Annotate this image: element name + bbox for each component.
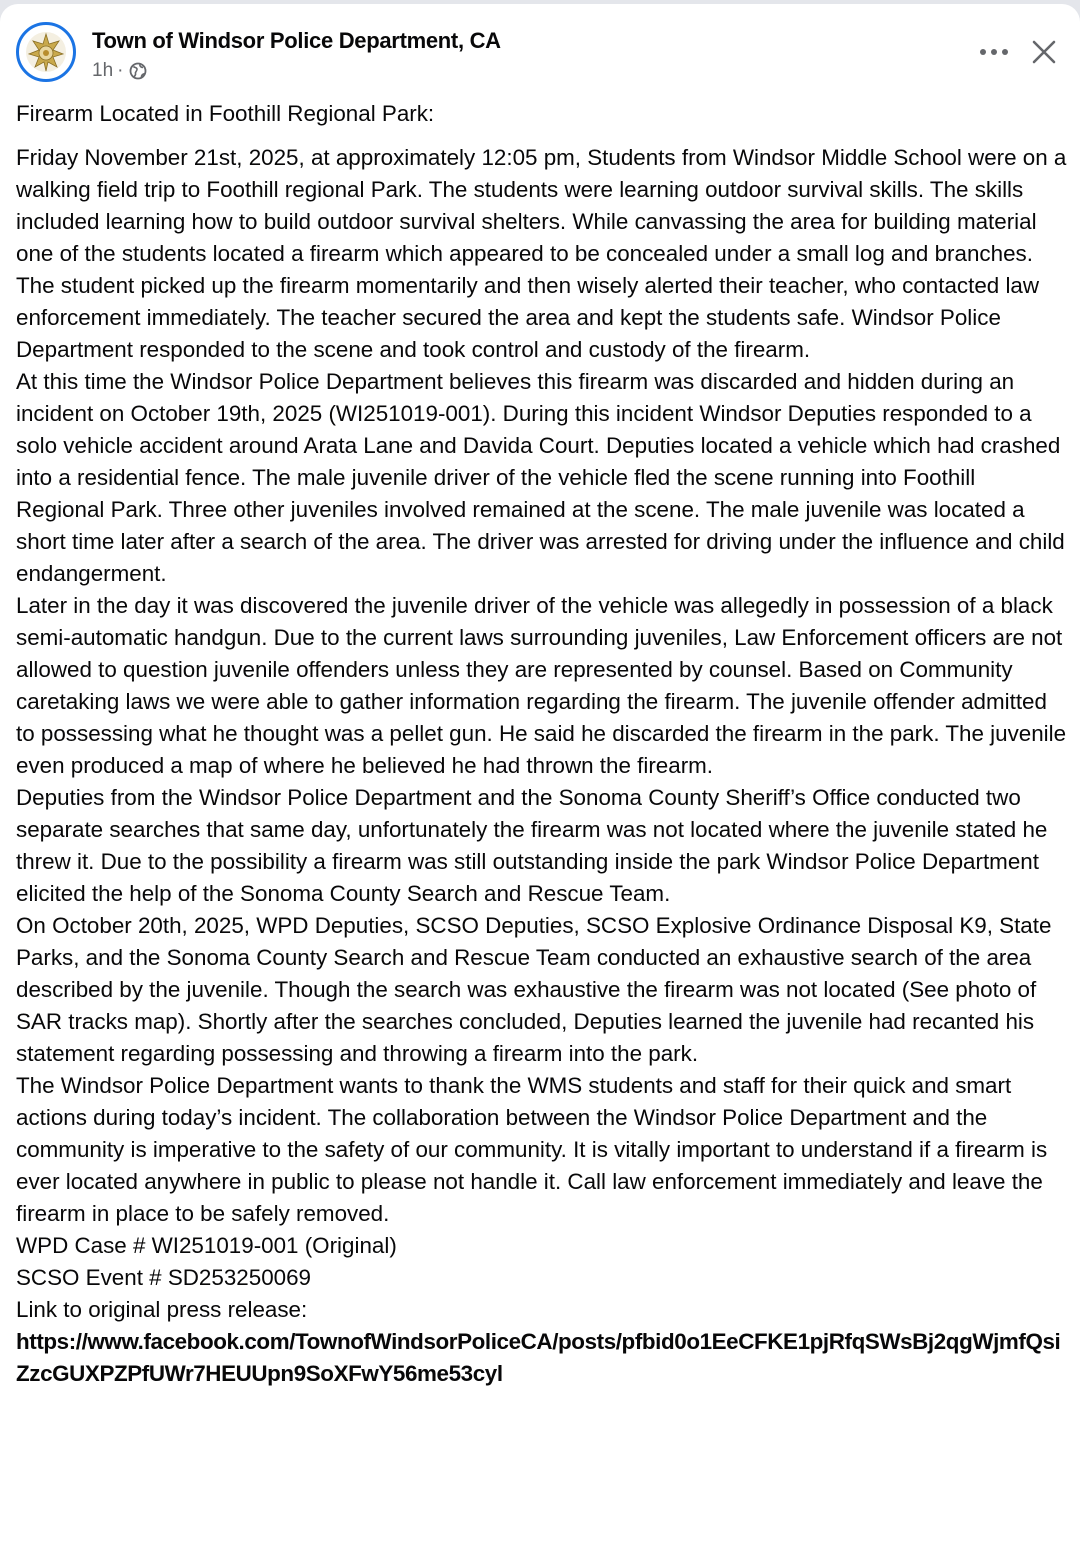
more-options-icon <box>979 48 1009 56</box>
post-paragraph: At this time the Windsor Police Department believes this firearm was discarded and hidden during an incident on October 19th, 2025 (WI251019-001). During this incident Windsor Deputies responded to a solo vehicle accident around Arata Lane and Davida Court. Deputies located a vehicle which had crashed into a residential fence. The male juvenile driver of the vehicle fled the scene running into Foothill Regional Park. Three other juveniles involved remained at the scene. The male juvenile was located a short time later after a search of the area. The driver was arrested for driving under the influence and child endangerment. <box>16 369 1065 586</box>
post-time[interactable]: 1h <box>92 60 114 81</box>
post-paragraph: Later in the day it was discovered the juvenile driver of the vehicle was allegedly in possession of a black semi-automatic handgun. Due to the current laws surrounding juveniles, Law Enforcement officers are not allowed to question juvenile offenders unless they are represented by counsel. Based on Community caretaking laws we were able to gather information regarding the firearm. The juvenile offender admitted to possessing what he thought was a pellet gun. He said he discarded the firearm in the park. The juvenile even produced a map of where he believed he had thrown the firearm. <box>16 593 1067 778</box>
post-paragraph: Deputies from the Windsor Police Department and the Sonoma County Sheriff’s Office conducted two separate searches that same day, unfortunately the firearm was not located where the juvenile stated he threw it. Due to the possibility a firearm was still outstanding inside the park Windsor Police Department elicited the help of the Sonoma County Search and Rescue Team. <box>16 785 1048 906</box>
police-badge-icon <box>25 31 67 73</box>
press-release-link[interactable]: https://www.facebook.com/TownofWindsorPoliceCA/posts/pfbid0o1EeCFKE1pjRfqSWsBj2qgWjmfQsiZzcGUXPZPfUWr7HEUUpn9SoXFwY56me53cyl <box>16 1329 1061 1386</box>
post-paragraph: The student picked up the firearm momentarily and then wisely alerted their teacher, who contacted law enforcement immediately. The teacher secured the area and kept the students safe. Windsor Police Department responded to the scene and took control and custody of the firearm. <box>16 273 1040 362</box>
avatar[interactable] <box>16 22 76 82</box>
post-paragraph: The Windsor Police Department wants to thank the WMS students and staff for their quick and smart actions during today’s incident. The collaboration between the Windsor Police Department and the community is imperative to the safety of our community. It is vitally important to understand if a firearm is ever located anywhere in public to please not handle it. Call law enforcement immediately and leave the firearm in place to be safely removed. <box>16 1073 1048 1226</box>
post-paragraph: On October 20th, 2025, WPD Deputies, SCSO Deputies, SCSO Explosive Ordinance Disposal K9, State Parks, and the Sonoma County Search and Rescue Team conducted an exhaustive search of the area described by the juvenile. Though the search was exhaustive the firearm was not located (See photo of SAR tracks map). Shortly after the searches concluded, Deputies learned the juvenile had recanted his statement regarding possessing and throwing a firearm into the park. <box>16 913 1052 1066</box>
post-meta <box>92 60 147 82</box>
close-icon <box>1032 40 1056 64</box>
globe-icon <box>129 62 147 80</box>
wpd-case-number: WPD Case # WI251019-001 (Original) <box>16 1233 397 1258</box>
post-paragraph: Friday November 21st, 2025, at approximately 12:05 pm, Students from Windsor Middle School were on a walking field trip to Foothill regional Park. The students were learning outdoor survival skills. The skills included learning how to build outdoor survival shelters. While canvassing the area for building material one of the students located a firearm which appeared to be concealed under a small log and branches. <box>16 145 1067 266</box>
post-header <box>16 20 1064 86</box>
more-options-button[interactable] <box>974 32 1014 72</box>
post-title: Firearm Located in Foothill Regional Park: <box>16 101 435 126</box>
page-name[interactable]: Town of Windsor Police Department, CA <box>92 28 501 53</box>
post-body <box>16 98 1068 1390</box>
scso-event-number: SCSO Event # SD253250069 <box>16 1265 312 1290</box>
press-release-label: Link to original press release: <box>16 1297 308 1322</box>
post-card <box>0 4 1080 1550</box>
meta-separator: · <box>117 60 124 81</box>
close-button[interactable] <box>1024 32 1064 72</box>
